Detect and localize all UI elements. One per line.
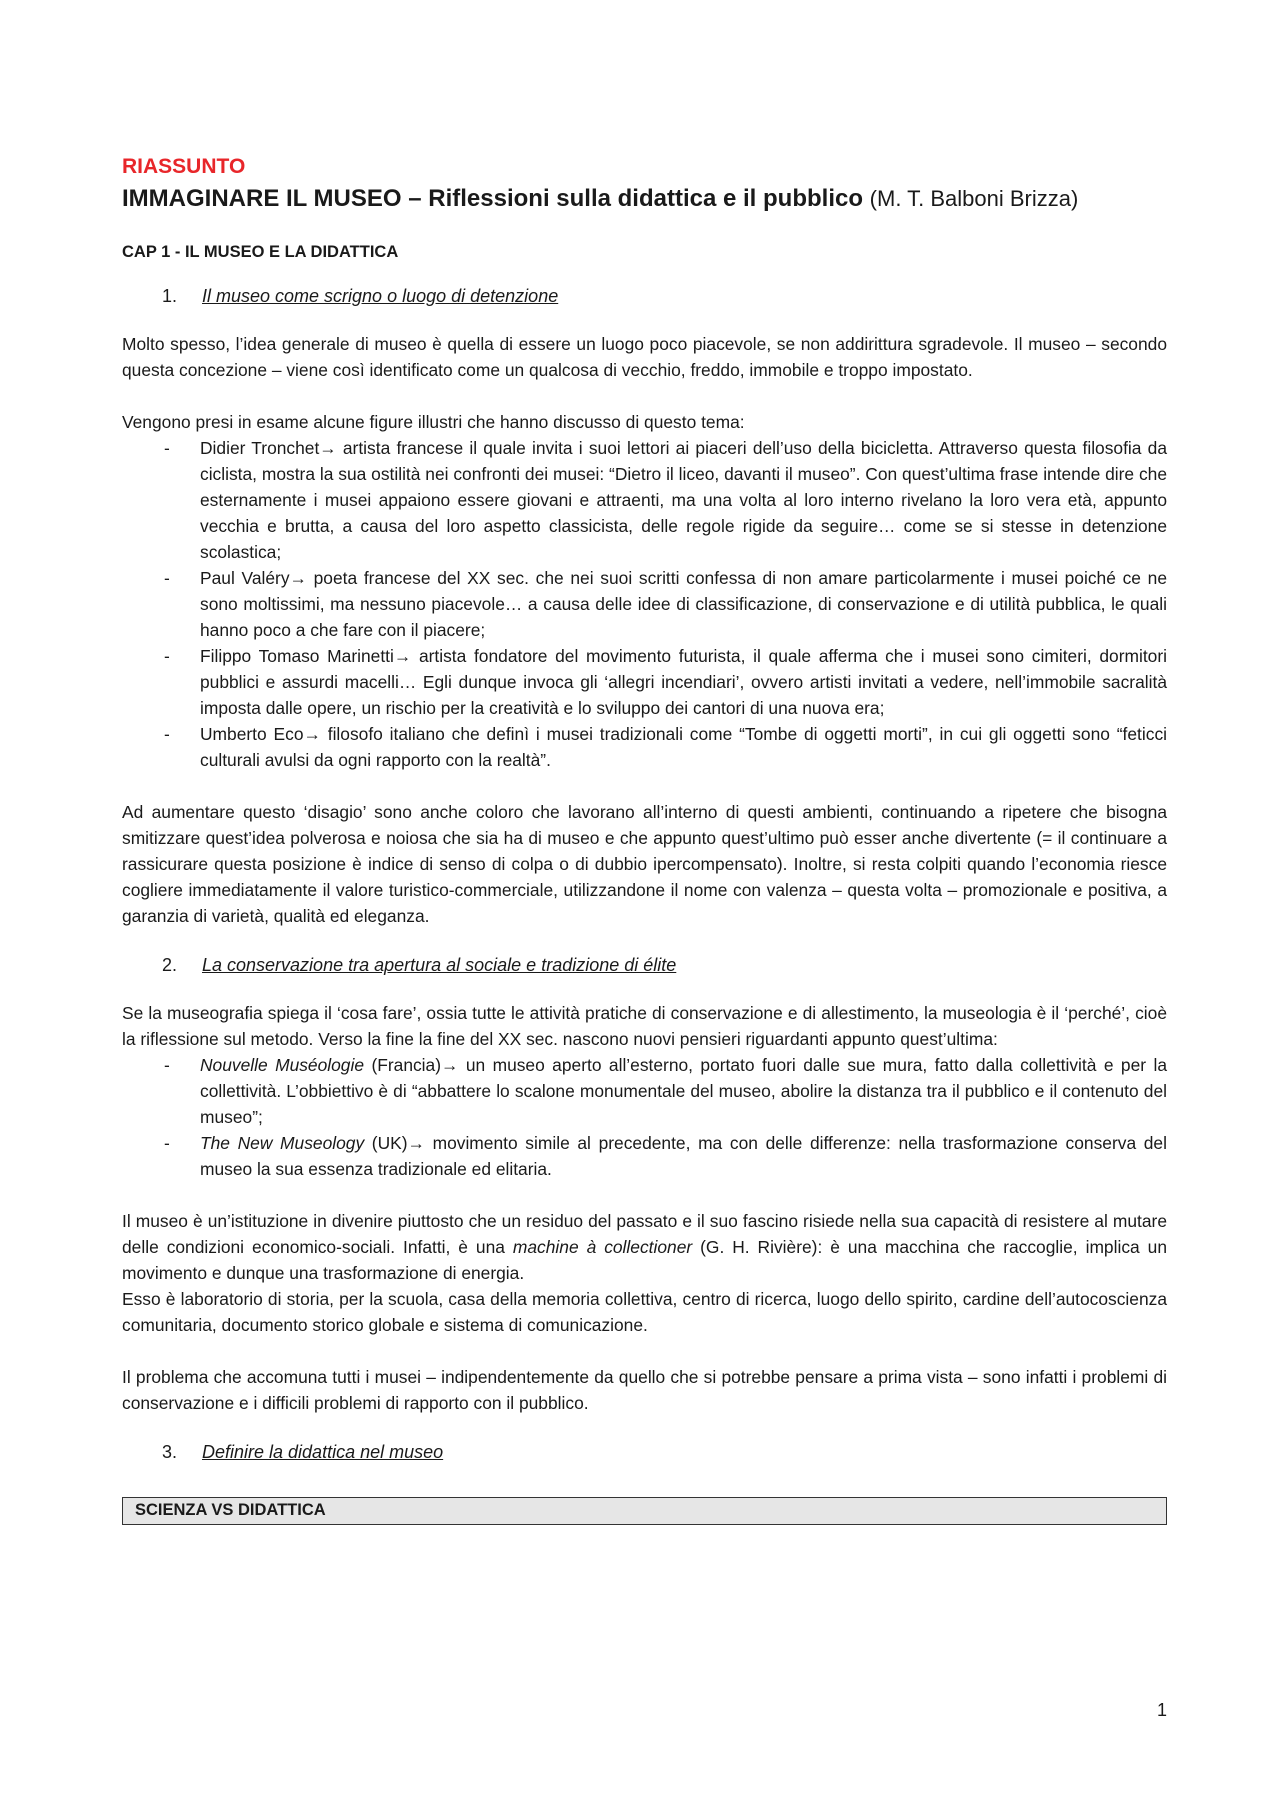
item-name: Didier Tronchet <box>200 438 320 458</box>
arrow-icon: → <box>393 646 412 666</box>
list-item <box>122 1130 1167 1182</box>
text-run: Il museo è un’istituzione in divenire piuttosto che un residuo del passato e il suo fascino risiede nella sua capacità di resistere al mutare delle condizioni economico-sociali. Infatti, è una <box>122 1211 1167 1257</box>
section-number: 1. <box>162 286 178 306</box>
item-text: poeta francese del XX sec. che nei suoi scritti confessa di non amare particolarmente i musei poiché ce ne sono moltissimi, ma nessuno piacevole… a causa delle idee di classificazione, di conservazione e di utilità pubblica, le quali hanno poco a che fare con il piacere; <box>200 568 1167 640</box>
list-item <box>122 643 1167 721</box>
list-item <box>122 1052 1167 1130</box>
item-name: Umberto Eco <box>200 724 304 744</box>
dash-bullet: - <box>164 438 170 458</box>
text-run-italic: machine à collectioner <box>512 1237 693 1257</box>
boxed-heading: SCIENZA VS DIDATTICA <box>122 1497 1167 1525</box>
item-text: artista francese il quale invita i suoi lettori ai piaceri dell’uso della bicicletta. Attraverso questa filosofia da ciclista, mostra la sua ostilità nei confronti dei musei: “Dietro il liceo, davanti il museo”. Con quest’ultima frase intende dire che esternamente i musei appaiono essere giovani e attraenti, ma una volta al loro interno rivelano la loro vera età, appunto vecchia e brutta, a causa del loro aspetto classicista, delle regole rigide da seguire… come se si stesse in detenzione scolastica; <box>200 438 1168 562</box>
list-item <box>122 721 1167 773</box>
paragraph: Il problema che accomuna tutti i musei – indipendentemente da quello che si potrebbe pensare a prima vista – sono infatti i problemi di conservazione e i difficili problemi di rapporto con il pubblico. <box>122 1367 1167 1413</box>
dash-bullet: - <box>164 568 170 588</box>
section-number: 3. <box>162 1442 178 1462</box>
item-suffix: (UK) <box>364 1133 408 1153</box>
list-item <box>122 435 1167 565</box>
museology-list <box>122 1052 1167 1182</box>
item-name: The New Museology <box>200 1133 365 1153</box>
section-title: La conservazione tra apertura al sociale e tradizione di élite <box>202 955 677 975</box>
page-number: 1 <box>1156 1700 1167 1720</box>
title-text: IMMAGINARE IL MUSEO – Riflessioni sulla didattica e il pubblico <box>122 185 863 212</box>
document-kicker: RIASSUNTO <box>122 155 246 178</box>
dash-bullet: - <box>164 1055 170 1075</box>
item-suffix: (Francia) <box>364 1055 442 1075</box>
dash-bullet: - <box>164 724 170 744</box>
figures-list <box>122 435 1167 773</box>
paragraph: Vengono presi in esame alcune figure illustri che hanno discusso di questo tema: <box>122 412 745 432</box>
section-number: 2. <box>162 955 178 975</box>
dash-bullet: - <box>164 1133 170 1153</box>
item-text: movimento simile al precedente, ma con delle differenze: nella trasformazione conserva del museo la sua essenza tradizionale ed elitaria. <box>200 1133 1167 1179</box>
paragraph: Se la museografia spiega il ‘cosa fare’, ossia tutte le attività pratiche di conservazione e di allestimento, la museologia è il ‘perché’, cioè la riflessione sul metodo. Verso la fine la fine del XX sec. nascono nuovi pensieri riguardanti appunto quest’ultima: <box>122 1003 1167 1049</box>
document-page <box>122 155 1167 1525</box>
item-name: Filippo Tomaso Marinetti <box>200 646 394 666</box>
text-run: (G. H. Rivière): è una macchina che raccoglie, implica un movimento e dunque una trasformazione di energia. <box>122 1237 1167 1283</box>
section-title: Il museo come scrigno o luogo di detenzione <box>202 286 559 306</box>
item-text: artista fondatore del movimento futurista, il quale afferma che i musei sono cimiteri, dormitori pubblici e assurdi macelli… Egli dunque invoca gli ‘allegri incendiari’, ovvero artisti invitati a vedere, nell’immobile sacralità imposta dalle opere, un rischio per la creatività e lo sviluppo dei cantori di una nuova era; <box>200 646 1168 718</box>
paragraph: Molto spesso, l’idea generale di museo è quella di essere un luogo poco piacevole, se non addirittura sgradevole. Il museo – secondo questa concezione – viene così identificato come un qualcosa di vecchio, freddo, immobile e troppo impostato. <box>122 334 1167 380</box>
arrow-icon: → <box>289 568 307 588</box>
chapter-heading: CAP 1 - IL MUSEO E LA DIDATTICA <box>122 243 399 261</box>
arrow-icon: → <box>441 1055 459 1075</box>
section-title: Definire la didattica nel museo <box>202 1442 444 1462</box>
item-text: filosofo italiano che definì i musei tradizionali come “Tombe di oggetti morti”, in cui gli oggetti sono “feticci culturali avulsi da ogni rapporto con la realtà”. <box>200 724 1168 770</box>
arrow-icon: → <box>407 1133 425 1153</box>
section-1-heading <box>122 286 1167 307</box>
document-title <box>122 185 1167 213</box>
arrow-icon: → <box>319 438 337 458</box>
item-text: un museo aperto all’esterno, portato fuori dalle sue mura, fatto dalla collettività e per la collettività. L’obbiettivo è di “abbattere lo scalone monumentale del museo, abolire la distanza tra il pubblico e il contenuto del museo”; <box>200 1055 1167 1127</box>
dash-bullet: - <box>164 646 170 666</box>
item-name: Nouvelle Muséologie <box>200 1055 365 1075</box>
item-name: Paul Valéry <box>200 568 290 588</box>
paragraph: Ad aumentare questo ‘disagio’ sono anche coloro che lavorano all’interno di questi ambienti, continuando a ripetere che bisogna smitizzare quest’idea polverosa e noiosa che sia ha di museo e che appunto quest’ultimo può esser anche divertente (= il continuare a rassicurare questa posizione è indice di senso di colpa o di dubbio ipercompensato). Inoltre, si resta colpiti quando l’economia riesce cogliere immediatamente il valore turistico-commerciale, utilizzandone il nome con valenza – questa volta – promozionale e positiva, a garanzia di varietà, qualità ed eleganza. <box>122 802 1167 926</box>
paragraph <box>122 1208 1167 1286</box>
title-author: (M. T. Balboni Brizza) <box>869 186 1079 211</box>
section-2-heading <box>122 955 1167 976</box>
paragraph: Esso è laboratorio di storia, per la scuola, casa della memoria collettiva, centro di ricerca, luogo dello spirito, cardine dell’autocoscienza comunitaria, documento storico globale e sistema di comunicazione. <box>122 1289 1167 1335</box>
section-3-heading <box>122 1442 1167 1463</box>
arrow-icon: → <box>303 724 321 744</box>
list-item <box>122 565 1167 643</box>
